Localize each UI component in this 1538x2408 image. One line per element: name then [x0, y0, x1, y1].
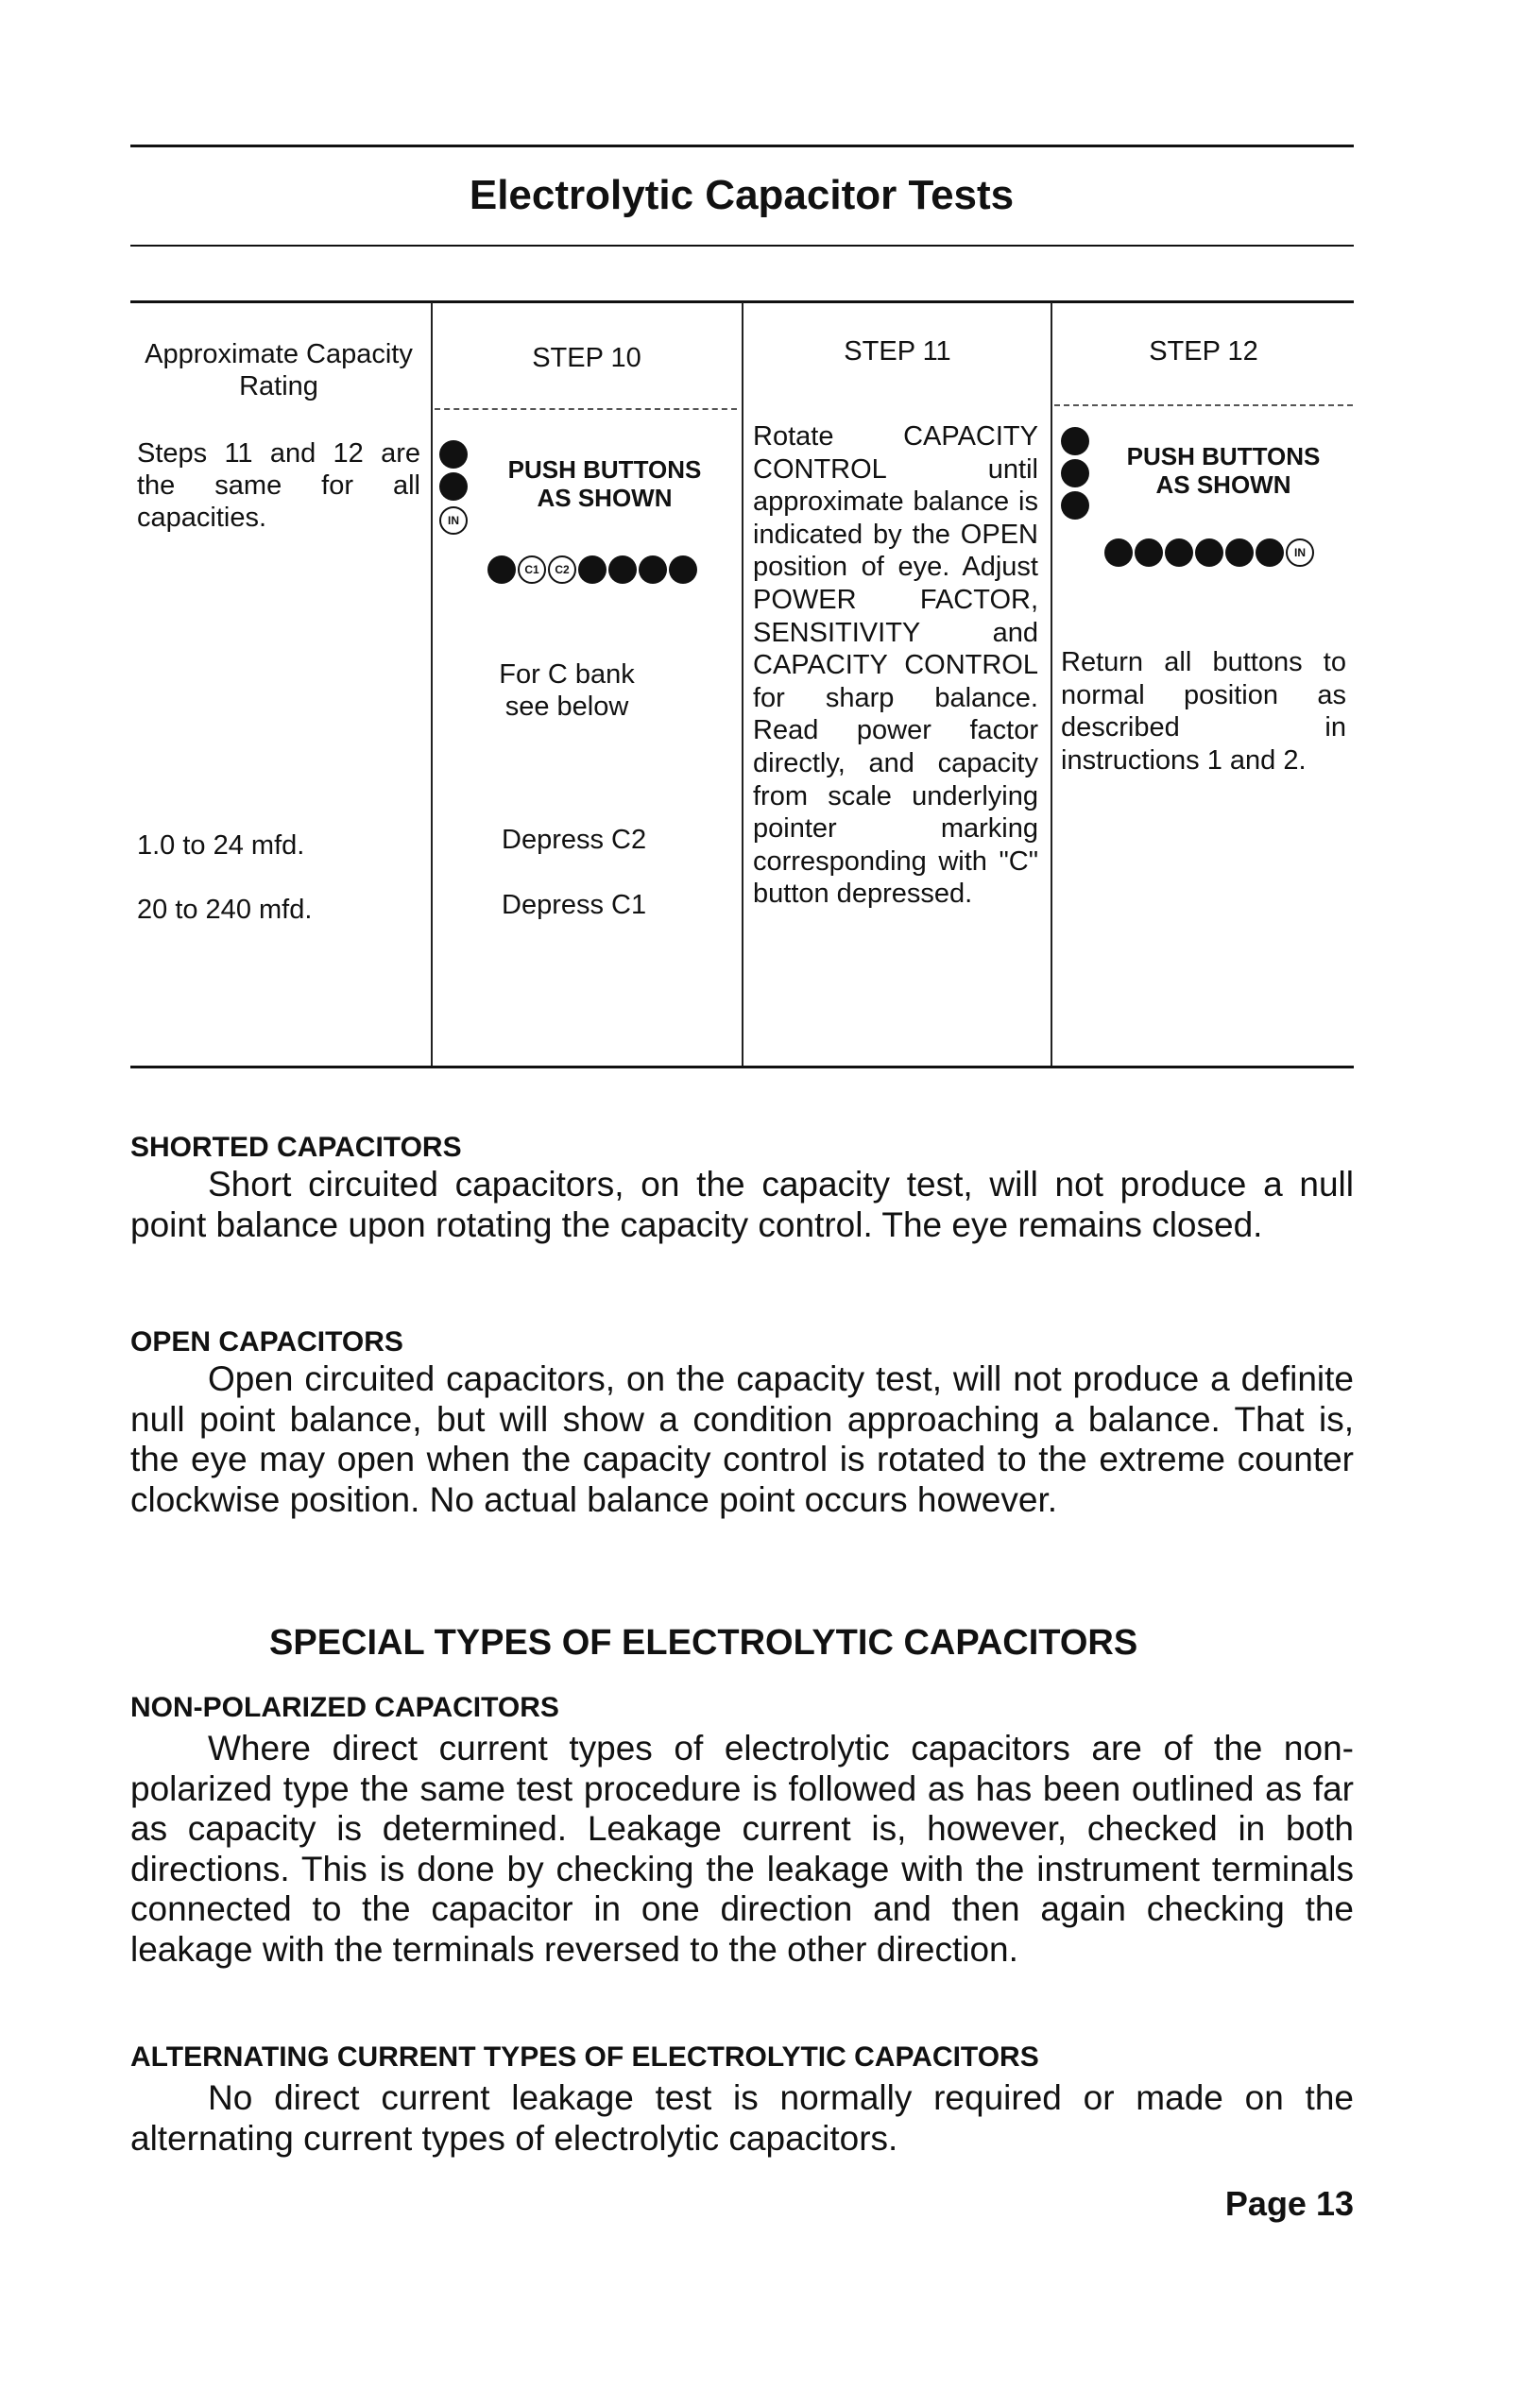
button-c1-icon: C1 [518, 555, 546, 584]
step11-instructions: Rotate CAPACITY CONTROL until approximate balance is indicated by the OPEN position of eye. Adjust POWER FACTOR, SENSITIVITY and CAPACITY CONTROL for sharp balance. Read power factor directly, and capacity from scale underlying pointer marking corresponding with "C" button depressed. [753, 421, 1038, 910]
header-step-10: STEP 10 [532, 343, 641, 373]
button-pressed-icon [487, 555, 516, 584]
column-divider [1051, 302, 1052, 1066]
step10-button-row [487, 555, 698, 584]
as-shown-text: AS SHOWN [1155, 470, 1291, 499]
special-heading: SPECIAL TYPES OF ELECTROLYTIC CAPACITORS [269, 1623, 1138, 1663]
step12-instructions: Return all buttons to normal position as described in instructions 1 and 2. [1061, 647, 1346, 776]
button-c2-icon: C2 [548, 555, 576, 584]
header-divider [435, 408, 737, 410]
button-pressed-icon [1256, 538, 1284, 567]
header-step-11: STEP 11 [844, 336, 951, 367]
page-title: Electrolytic Capacitor Tests [469, 172, 1015, 218]
nonpolarized-heading: NON-POLARIZED CAPACITORS [130, 1692, 559, 1723]
steps-note: Steps 11 and 12 are the same for all capacities. [137, 438, 420, 533]
as-shown-text: AS SHOWN [537, 484, 673, 512]
button-pressed-icon [608, 555, 637, 584]
c-bank-note: For C bank see below [499, 659, 635, 722]
button-pressed-icon [439, 472, 468, 501]
button-pressed-icon [1104, 538, 1133, 567]
step12-button-row [1103, 538, 1315, 567]
button-pressed-icon [1061, 427, 1089, 455]
depress-c1: Depress C1 [502, 890, 647, 920]
push-buttons-text: PUSH BUTTONS [1126, 442, 1321, 470]
range-c2: 1.0 to 24 mfd. [137, 830, 305, 861]
button-pressed-icon [1225, 538, 1254, 567]
depress-c2: Depress C2 [502, 825, 647, 855]
shorted-heading: SHORTED CAPACITORS [130, 1132, 462, 1163]
step12-push-buttons-label [1101, 442, 1346, 499]
ac-text: No direct current leakage test is normally required or made on the alternating current types of electrolytic capacitors. [130, 2078, 1354, 2158]
step12-button-column [1061, 423, 1089, 523]
shorted-text: Short circuited capacitors, on the capacity test, will not produce a null point balance upon rotating the capacity control. The eye remains closed. [130, 1165, 1354, 1244]
top-rule [130, 145, 1354, 147]
button-in-icon: IN [439, 506, 468, 535]
table-bottom-rule [130, 1066, 1354, 1068]
button-in-icon: IN [1286, 538, 1314, 567]
open-heading: OPEN CAPACITORS [130, 1326, 403, 1358]
button-pressed-icon [439, 440, 468, 469]
ac-heading: ALTERNATING CURRENT TYPES OF ELECTROLYTIC CAPACITORS [130, 2041, 1039, 2073]
nonpolarized-text: Where direct current types of electrolytic capacitors are of the non-polarized type the same test procedure is followed as has been outlined as far as capacity is determined. Leakage current is, however, checked in both directions. This is done by checking the leakage with the instrument terminals connected to the capacitor in one direction and then again checking the leakage with the terminals reversed to the other direction. [130, 1729, 1354, 1969]
step10-push-buttons-label [487, 455, 723, 512]
button-pressed-icon [1061, 459, 1089, 487]
button-pressed-icon [578, 555, 607, 584]
open-text: Open circuited capacitors, on the capacity test, will not produce a definite null point balance, but will show a condition approaching a balance. That is, the eye may open when the capacity control is rotated to the extreme counter clockwise position. No actual balance point occurs however. [130, 1359, 1354, 1519]
button-pressed-icon [1135, 538, 1163, 567]
page-number: Page 13 [1224, 2184, 1354, 2223]
button-pressed-icon [669, 555, 697, 584]
step10-button-column [439, 436, 468, 540]
title-rule [130, 245, 1354, 247]
button-pressed-icon [1061, 491, 1089, 520]
header-capacity-rating: Approximate Capacity Rating [145, 339, 413, 401]
header-step-12: STEP 12 [1149, 336, 1258, 367]
button-pressed-icon [1195, 538, 1223, 567]
button-pressed-icon [1165, 538, 1193, 567]
header-divider [1054, 404, 1353, 406]
column-divider [431, 302, 433, 1066]
column-divider [742, 302, 743, 1066]
range-c1: 20 to 240 mfd. [137, 895, 313, 925]
button-pressed-icon [639, 555, 667, 584]
push-buttons-text: PUSH BUTTONS [507, 455, 702, 484]
